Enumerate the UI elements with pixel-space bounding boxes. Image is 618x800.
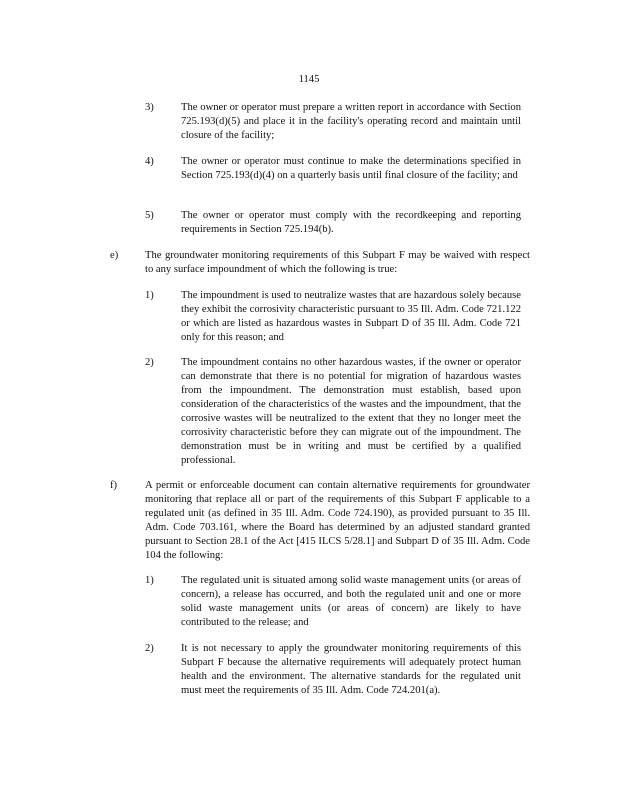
item-label: 2)	[145, 643, 154, 654]
item-label: f)	[110, 480, 118, 491]
item-text: The owner or operator must continue to make the determinations specified in Section 725.193(d)(4) on a quarterly basis until final closure of the facility; and	[181, 156, 521, 181]
paragraph-item	[145, 356, 540, 468]
page-number: 1145	[298, 74, 320, 85]
paragraph-item	[110, 479, 540, 563]
paragraph-item	[145, 155, 540, 183]
item-label: 3)	[145, 102, 154, 113]
item-label: 1)	[145, 575, 154, 586]
item-label: 1)	[145, 290, 154, 301]
item-text: A permit or enforceable document can contain alternative requirements for groundwater monitoring that replace all or part of the requirements of this Subpart F applicable to a regulated unit (as defined in 35 Ill. Adm. Code 724.190), as provided pursuant to 35 Ill. Adm. Code 703.161, where the Board has determined by an adjusted standard granted pursuant to Section 28.1 of the Act [415 ILCS 5/28.1] and Subpart D of 35 Ill. Adm. Code 104 the following:	[145, 480, 530, 561]
item-label: e)	[110, 250, 119, 261]
paragraph-item	[145, 209, 540, 237]
item-text: The groundwater monitoring requirements of this Subpart F may be waived with respect to any surface impoundment of which the following is true:	[145, 250, 530, 275]
item-label: 5)	[145, 210, 154, 221]
paragraph-item	[145, 101, 540, 143]
item-text: The impoundment contains no other hazardous wastes, if the owner or operator can demonstrate that there is no potential for migration of hazardous wastes from the impoundment. The demonstration must establish, based upon consideration of the characteristics of the wastes and the impoundment, that the corrosive wastes will be neutralized to the extent that they no longer meet the corrosivity characteristic before they can migrate out of the impoundment. The demonstration must be in writing and must be certified by a qualified professional.	[181, 357, 521, 466]
paragraph-item	[145, 289, 540, 345]
item-text: The owner or operator must prepare a written report in accordance with Section 725.193(d)(5) and place it in the facility's operating record and maintain until closure of the facility;	[181, 102, 521, 141]
item-text: The regulated unit is situated among solid waste management units (or areas of concern), a release has occurred, and both the regulated unit and one or more solid waste management units (or areas of concern) are likely to have contributed to the release; and	[181, 575, 521, 628]
item-label: 2)	[145, 357, 154, 368]
item-text: The impoundment is used to neutralize wastes that are hazardous solely because they exhibit the corrosivity characteristic pursuant to 35 Ill. Adm. Code 721.122 or which are listed as hazardous wastes in Subpart D of 35 Ill. Adm. Code 721 only for this reason; and	[181, 290, 521, 343]
paragraph-item	[145, 642, 540, 698]
paragraph-item	[110, 249, 540, 277]
item-text: The owner or operator must comply with the recordkeeping and reporting requirements in Section 725.194(b).	[181, 210, 521, 235]
paragraph-item	[145, 574, 540, 630]
item-label: 4)	[145, 156, 154, 167]
item-text: It is not necessary to apply the groundwater monitoring requirements of this Subpart F because the alternative requirements will adequately protect human health and the environment. The alternative standards for the regulated unit must meet the requirements of 35 Ill. Adm. Code 724.201(a).	[181, 643, 521, 696]
